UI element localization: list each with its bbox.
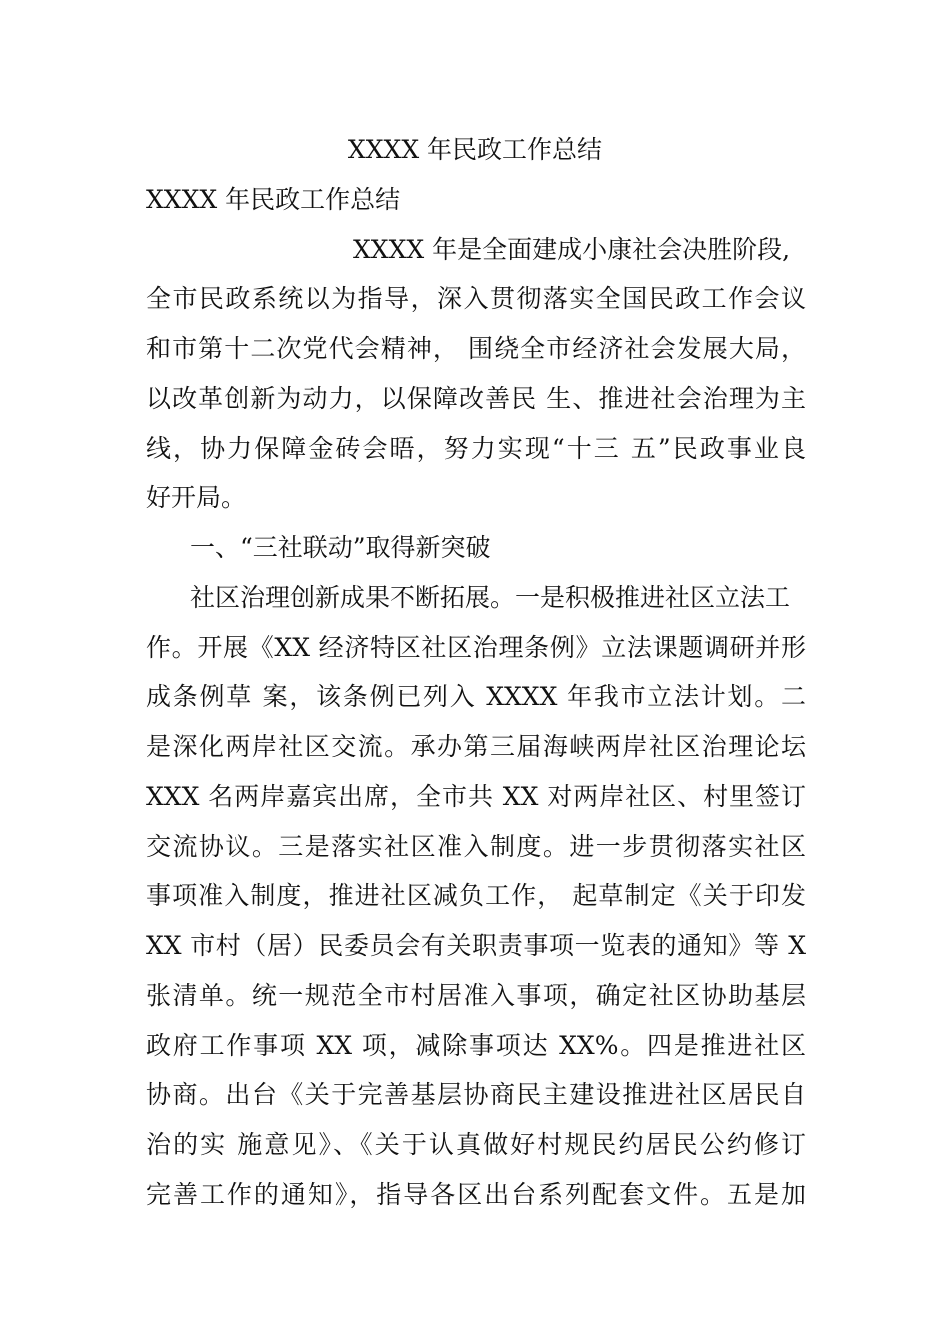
paragraph-line: 作。开展《XX 经济特区社区治理条例》立法课题调研并形 [146,633,806,662]
paragraph-line: 协商。出台《关于完善基层协商民主建设推进社区居民自 [146,1080,806,1109]
paragraph-line: 是深化两岸社区交流。承办第三届海峡两岸社区治理论坛 [146,732,806,761]
paragraph-line: 社区治理创新成果不断拓展。一是积极推进社区立法工 [190,583,791,612]
paragraph-line: XXX 名两岸嘉宾出席，全市共 XX 对两岸社区、村里签订 [146,782,806,811]
paragraph-line: 以改革创新为动力，以保障改善民 生、推进社会治理为主 [146,384,806,413]
paragraph-line: 全市民政系统以为指导，深入贯彻落实全国民政工作会议 [146,284,806,313]
section-heading: 一、“三社联动”取得新突破 [190,533,491,562]
paragraph-line: 线，协力保障金砖会晤，努力实现“十三 五”民政事业良 [146,434,806,463]
paragraph-line: 完善工作的通知》，指导各区出台系列配套文件。五是加 [146,1180,806,1209]
paragraph-line: XXXX 年是全面建成小康社会决胜阶段, [353,235,791,264]
paragraph-line: XX 市村（居）民委员会有关职责事项一览表的通知》等 X [146,931,806,960]
paragraph-line: 事项准入制度，推进社区减负工作， 起草制定《关于印发 [146,881,806,910]
paragraph-line: 政府工作事项 XX 项，减除事项达 XX%。四是推进社区 [146,1031,806,1060]
paragraph-line: 治的实 施意见》、《关于认真做好村规民约居民公约修订 [146,1130,806,1159]
paragraph-line: 交流协议。三是落实社区准入制度。进一步贯彻落实社区 [146,832,806,861]
paragraph-line: 成条例草 案，该条例已列入 XXXX 年我市立法计划。二 [146,682,806,711]
document-subtitle: XXXX 年民政工作总结 [146,185,401,214]
paragraph-line: 和市第十二次党代会精神， 围绕全市经济社会发展大局， [146,334,806,363]
paragraph-line: 好开局。 [146,483,247,512]
document-title: XXXX 年民政工作总结 [347,135,603,164]
paragraph-line: 张清单。统一规范全市村居准入事项，确定社区协助基层 [146,981,806,1010]
